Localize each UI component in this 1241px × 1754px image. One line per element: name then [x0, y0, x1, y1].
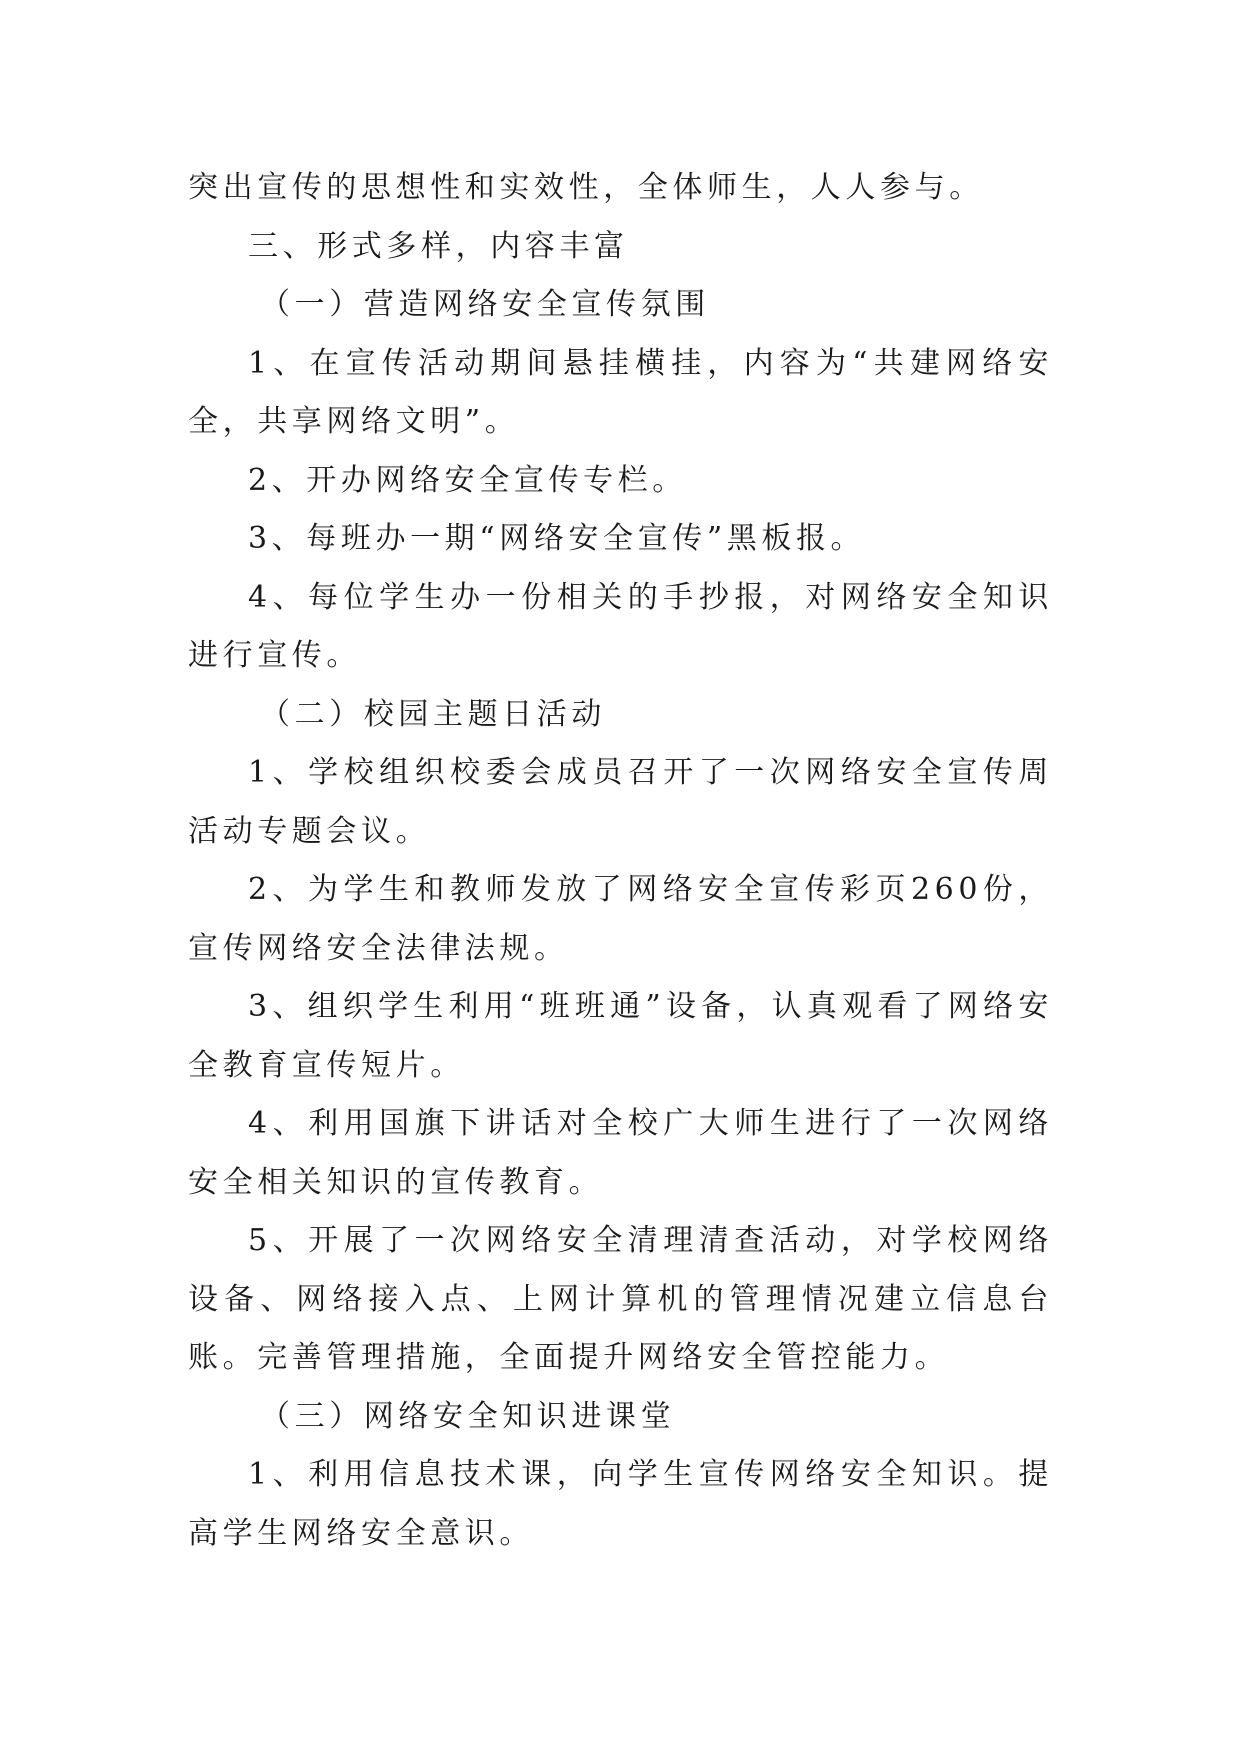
- list-item-1-1: 1、在宣传活动期间悬挂横挂，内容为“共建网络安全，共享网络文明”。: [188, 345, 1053, 439]
- subheading-1: （一）营造网络安全宣传氛围: [260, 287, 710, 322]
- document-body: [188, 159, 1053, 1563]
- section-heading-3: 三、形式多样，内容丰富: [248, 228, 629, 264]
- list-item-1-4: 4、每位学生办一份相关的手抄报，对网络安全知识进行宣传。: [188, 579, 1053, 673]
- list-item-1-2: 2、开办网络安全宣传专栏。: [248, 462, 687, 498]
- list-item-3-1: 1、利用信息技术课，向学生宣传网络安全知识。提高学生网络安全意识。: [188, 1457, 1053, 1551]
- list-item-1-3: 3、每班办一期“网络安全宣传”黑板报。: [248, 521, 866, 556]
- paragraph-continuation: 突出宣传的思想性和实效性，全体师生，人人参与。: [188, 170, 984, 205]
- subheading-2: （二）校园主题日活动: [260, 696, 606, 732]
- list-item-2-2: 2、为学生和教师发放了网络安全宣传彩页260份，宣传网络安全法律法规。: [188, 872, 1053, 966]
- list-item-2-3: 3、组织学生利用“班班通”设备，认真观看了网络安全教育宣传短片。: [188, 989, 1053, 1083]
- list-item-2-4: 4、利用国旗下讲话对全校广大师生进行了一次网络安全相关知识的宣传教育。: [188, 1106, 1053, 1200]
- list-item-2-1: 1、学校组织校委会成员召开了一次网络安全宣传周活动专题会议。: [188, 755, 1053, 849]
- list-item-2-5: 5、开展了一次网络安全清理清查活动，对学校网络设备、网络接入点、上网计算机的管理情况建立信息台账。完善管理措施，全面提升网络安全管控能力。: [188, 1223, 1053, 1375]
- subheading-3: （三）网络安全知识进课堂: [260, 1398, 676, 1434]
